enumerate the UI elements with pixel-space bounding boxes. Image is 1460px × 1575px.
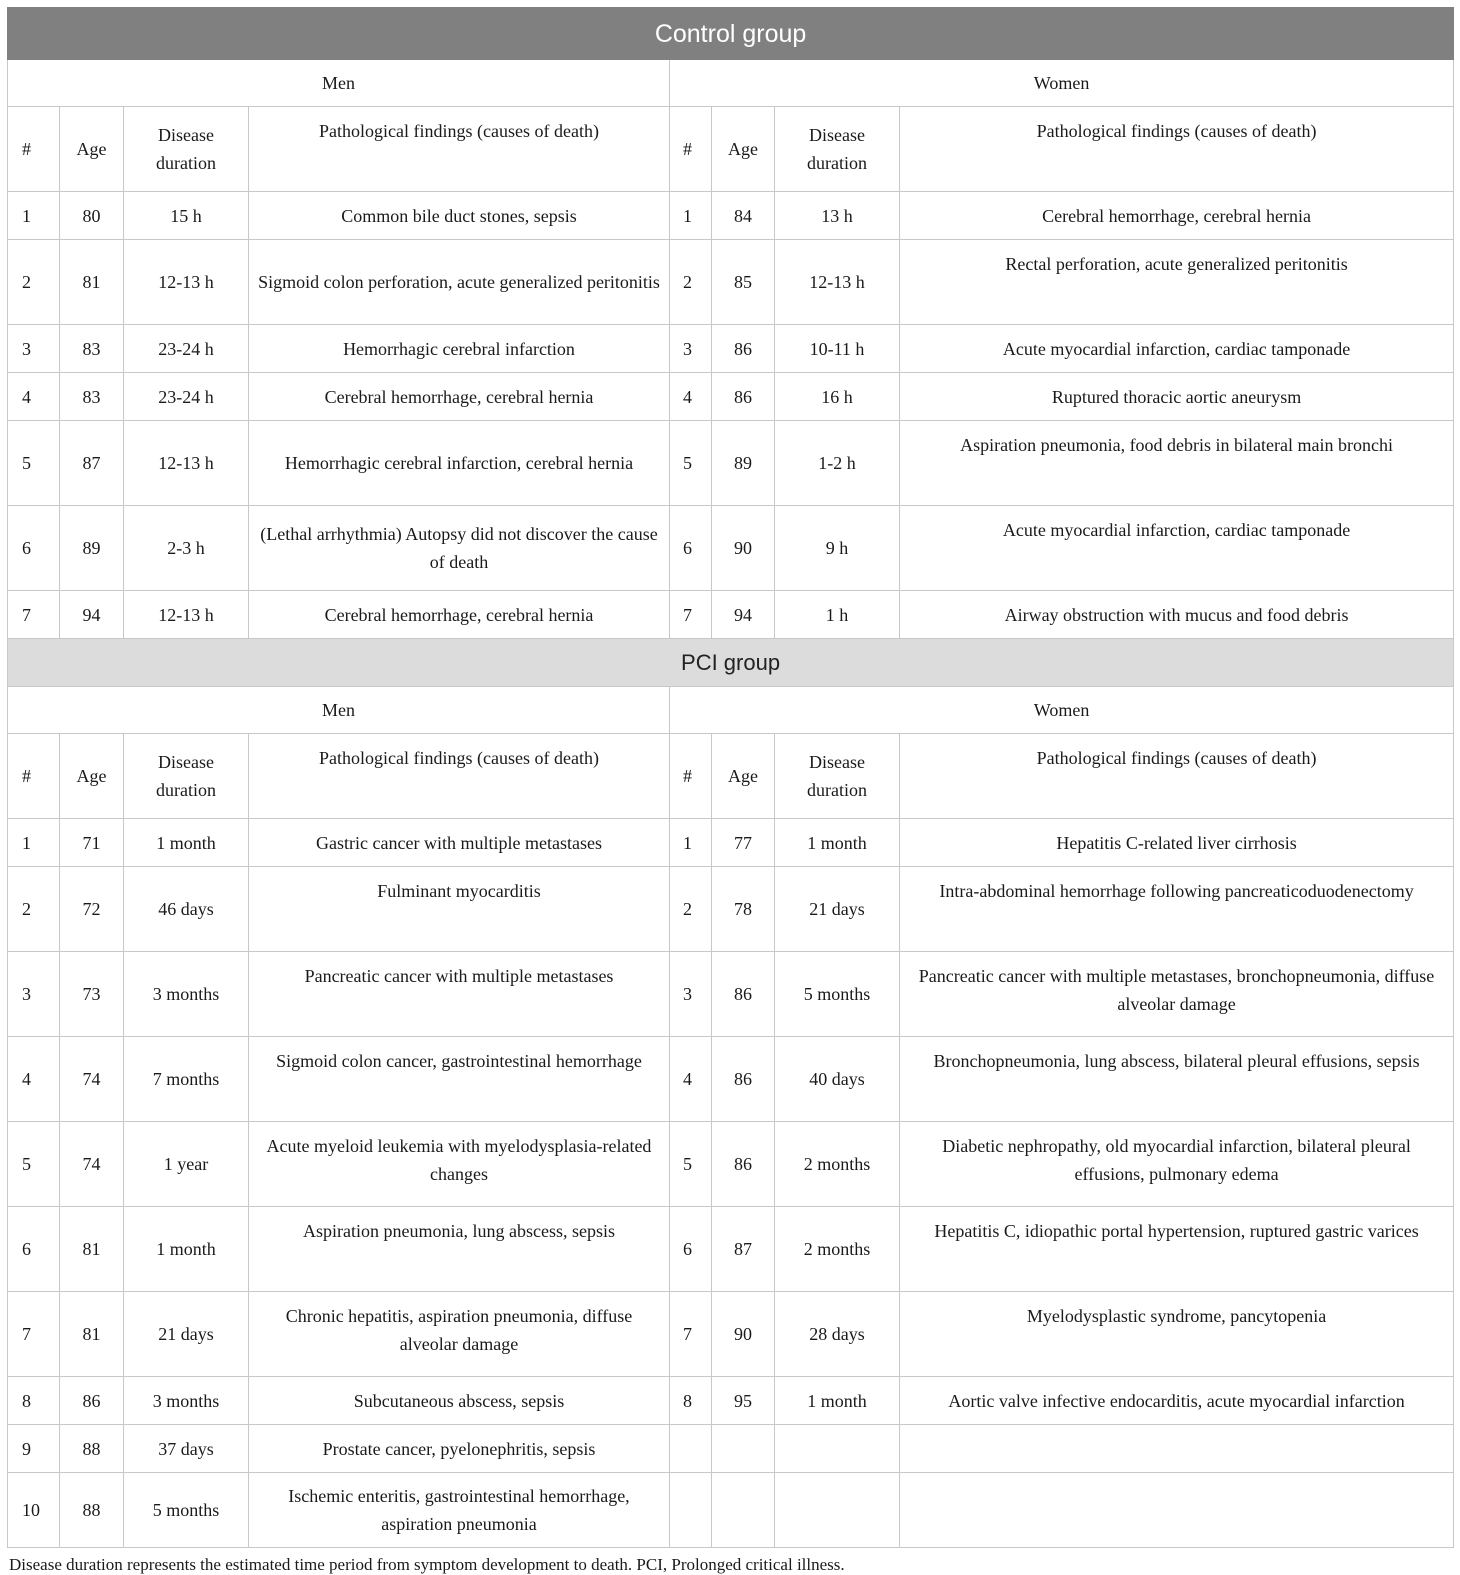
table-row [8, 506, 1454, 591]
men-duration: 46 days [124, 867, 249, 952]
women-num: 6 [670, 1207, 712, 1292]
men-age: 88 [60, 1473, 124, 1548]
men-duration: 7 months [124, 1037, 249, 1122]
men-num: 2 [8, 240, 60, 325]
men-age: 89 [60, 506, 124, 591]
col-header-num: # [670, 107, 712, 192]
table-row [8, 1207, 1454, 1292]
women-num: 1 [670, 819, 712, 867]
men-num: 9 [8, 1425, 60, 1473]
men-duration: 1 year [124, 1122, 249, 1207]
women-age: 84 [712, 192, 775, 240]
table-row [8, 373, 1454, 421]
men-duration: 23-24 h [124, 373, 249, 421]
table-row [8, 192, 1454, 240]
col-header-num: # [8, 734, 60, 819]
men-num: 4 [8, 373, 60, 421]
women-findings [900, 1425, 1454, 1473]
col-header-duration: Disease duration [124, 734, 249, 819]
men-age: 71 [60, 819, 124, 867]
men-duration: 1 month [124, 1207, 249, 1292]
table-row [8, 1425, 1454, 1473]
women-num: 4 [670, 1037, 712, 1122]
col-header-findings: Pathological findings (causes of death) [900, 734, 1454, 819]
col-header-duration: Disease duration [775, 107, 900, 192]
women-age: 78 [712, 867, 775, 952]
table-row [8, 421, 1454, 506]
col-header-findings: Pathological findings (causes of death) [249, 734, 670, 819]
men-findings: Sigmoid colon cancer, gastrointestinal hemorrhage [249, 1037, 670, 1122]
women-age: 94 [712, 591, 775, 639]
men-age: 81 [60, 240, 124, 325]
pci-women-label: Women [670, 687, 1454, 734]
women-duration: 1 month [775, 1377, 900, 1425]
table-row [8, 819, 1454, 867]
women-num: 7 [670, 1292, 712, 1377]
women-age: 90 [712, 1292, 775, 1377]
table-row [8, 1122, 1454, 1207]
women-findings: Acute myocardial infarction, cardiac tamponade [900, 325, 1454, 373]
men-age: 74 [60, 1122, 124, 1207]
women-findings: Cerebral hemorrhage, cerebral hernia [900, 192, 1454, 240]
women-duration: 12-13 h [775, 240, 900, 325]
col-header-duration: Disease duration [775, 734, 900, 819]
women-duration: 28 days [775, 1292, 900, 1377]
women-duration: 16 h [775, 373, 900, 421]
women-duration: 1 month [775, 819, 900, 867]
pci-group-band [8, 639, 1454, 687]
women-findings: Myelodysplastic syndrome, pancytopenia [900, 1292, 1454, 1377]
control-women-label: Women [670, 60, 1454, 107]
women-duration: 1-2 h [775, 421, 900, 506]
men-findings: Prostate cancer, pyelonephritis, sepsis [249, 1425, 670, 1473]
men-findings: Cerebral hemorrhage, cerebral hernia [249, 591, 670, 639]
women-num: 3 [670, 952, 712, 1037]
women-num: 3 [670, 325, 712, 373]
men-findings: Ischemic enteritis, gastrointestinal hemorrhage, aspiration pneumonia [249, 1473, 670, 1548]
men-num: 7 [8, 1292, 60, 1377]
women-age: 86 [712, 1122, 775, 1207]
women-duration: 9 h [775, 506, 900, 591]
women-age [712, 1425, 775, 1473]
table-row [8, 1292, 1454, 1377]
men-duration: 21 days [124, 1292, 249, 1377]
women-findings: Diabetic nephropathy, old myocardial infarction, bilateral pleural effusions, pulmonary edema [900, 1122, 1454, 1207]
col-header-duration: Disease duration [124, 107, 249, 192]
table-row [8, 1473, 1454, 1548]
women-duration: 40 days [775, 1037, 900, 1122]
col-header-num: # [670, 734, 712, 819]
men-age: 86 [60, 1377, 124, 1425]
women-num: 6 [670, 506, 712, 591]
table-row [8, 1377, 1454, 1425]
women-duration: 1 h [775, 591, 900, 639]
women-num [670, 1473, 712, 1548]
table-row [8, 325, 1454, 373]
women-num [670, 1425, 712, 1473]
women-duration: 5 months [775, 952, 900, 1037]
men-num: 8 [8, 1377, 60, 1425]
women-num: 1 [670, 192, 712, 240]
women-duration: 2 months [775, 1122, 900, 1207]
women-age: 86 [712, 1037, 775, 1122]
men-findings: Sigmoid colon perforation, acute generalized peritonitis [249, 240, 670, 325]
men-age: 88 [60, 1425, 124, 1473]
men-age: 83 [60, 373, 124, 421]
women-age: 90 [712, 506, 775, 591]
women-duration: 2 months [775, 1207, 900, 1292]
women-findings: Ruptured thoracic aortic aneurysm [900, 373, 1454, 421]
men-num: 3 [8, 325, 60, 373]
men-duration: 12-13 h [124, 591, 249, 639]
men-duration: 23-24 h [124, 325, 249, 373]
men-duration: 3 months [124, 952, 249, 1037]
women-num: 5 [670, 421, 712, 506]
men-age: 83 [60, 325, 124, 373]
table-row [8, 952, 1454, 1037]
women-findings: Rectal perforation, acute generalized peritonitis [900, 240, 1454, 325]
control-sex-row [8, 60, 1454, 107]
women-duration: 21 days [775, 867, 900, 952]
men-findings: Hemorrhagic cerebral infarction [249, 325, 670, 373]
col-header-age: Age [60, 107, 124, 192]
women-age: 86 [712, 373, 775, 421]
men-age: 87 [60, 421, 124, 506]
control-men-label: Men [8, 60, 670, 107]
women-num: 8 [670, 1377, 712, 1425]
causes-of-death-table [7, 7, 1454, 1548]
women-age [712, 1473, 775, 1548]
men-duration: 37 days [124, 1425, 249, 1473]
men-findings: Subcutaneous abscess, sepsis [249, 1377, 670, 1425]
women-findings: Airway obstruction with mucus and food debris [900, 591, 1454, 639]
men-duration: 5 months [124, 1473, 249, 1548]
men-findings: Aspiration pneumonia, lung abscess, sepsis [249, 1207, 670, 1292]
col-header-findings: Pathological findings (causes of death) [900, 107, 1454, 192]
men-findings: Pancreatic cancer with multiple metastases [249, 952, 670, 1037]
women-age: 77 [712, 819, 775, 867]
col-header-findings: Pathological findings (causes of death) [249, 107, 670, 192]
women-num: 2 [670, 240, 712, 325]
men-age: 81 [60, 1292, 124, 1377]
men-num: 4 [8, 1037, 60, 1122]
women-num: 5 [670, 1122, 712, 1207]
women-findings: Intra-abdominal hemorrhage following pancreaticoduodenectomy [900, 867, 1454, 952]
table-row [8, 867, 1454, 952]
pci-group-title: PCI group [8, 639, 1454, 687]
control-group-band [8, 8, 1454, 60]
men-duration: 1 month [124, 819, 249, 867]
women-duration: 13 h [775, 192, 900, 240]
table-wrapper [7, 7, 1453, 1575]
men-findings: (Lethal arrhythmia) Autopsy did not discover the cause of death [249, 506, 670, 591]
men-num: 1 [8, 192, 60, 240]
men-num: 10 [8, 1473, 60, 1548]
men-duration: 2-3 h [124, 506, 249, 591]
women-findings [900, 1473, 1454, 1548]
men-findings: Acute myeloid leukemia with myelodysplasia-related changes [249, 1122, 670, 1207]
men-num: 5 [8, 1122, 60, 1207]
women-age: 95 [712, 1377, 775, 1425]
men-num: 6 [8, 506, 60, 591]
col-header-num: # [8, 107, 60, 192]
women-num: 7 [670, 591, 712, 639]
col-header-age: Age [712, 734, 775, 819]
men-age: 81 [60, 1207, 124, 1292]
men-duration: 3 months [124, 1377, 249, 1425]
table-row [8, 591, 1454, 639]
men-num: 5 [8, 421, 60, 506]
men-num: 2 [8, 867, 60, 952]
men-findings: Fulminant myocarditis [249, 867, 670, 952]
table-row [8, 1037, 1454, 1122]
women-num: 4 [670, 373, 712, 421]
table-row [8, 240, 1454, 325]
women-findings: Aspiration pneumonia, food debris in bilateral main bronchi [900, 421, 1454, 506]
men-age: 94 [60, 591, 124, 639]
women-findings: Hepatitis C, idiopathic portal hypertension, ruptured gastric varices [900, 1207, 1454, 1292]
men-num: 3 [8, 952, 60, 1037]
men-age: 73 [60, 952, 124, 1037]
control-group-title: Control group [8, 8, 1454, 60]
women-findings: Pancreatic cancer with multiple metastases, bronchopneumonia, diffuse alveolar damage [900, 952, 1454, 1037]
women-num: 2 [670, 867, 712, 952]
men-findings: Common bile duct stones, sepsis [249, 192, 670, 240]
men-duration: 12-13 h [124, 240, 249, 325]
pci-sex-row [8, 687, 1454, 734]
men-findings: Chronic hepatitis, aspiration pneumonia, diffuse alveolar damage [249, 1292, 670, 1377]
women-duration: 10-11 h [775, 325, 900, 373]
women-duration [775, 1425, 900, 1473]
women-findings: Bronchopneumonia, lung abscess, bilateral pleural effusions, sepsis [900, 1037, 1454, 1122]
men-duration: 12-13 h [124, 421, 249, 506]
table-footnote: Disease duration represents the estimated time period from symptom development to death. PCI, Prolonged critical illness. [9, 1555, 845, 1574]
men-duration: 15 h [124, 192, 249, 240]
men-findings: Gastric cancer with multiple metastases [249, 819, 670, 867]
col-header-age: Age [60, 734, 124, 819]
men-age: 72 [60, 867, 124, 952]
women-age: 86 [712, 952, 775, 1037]
women-age: 89 [712, 421, 775, 506]
col-header-age: Age [712, 107, 775, 192]
pci-column-header-row [8, 734, 1454, 819]
women-duration [775, 1473, 900, 1548]
men-num: 1 [8, 819, 60, 867]
men-num: 6 [8, 1207, 60, 1292]
men-age: 80 [60, 192, 124, 240]
men-findings: Cerebral hemorrhage, cerebral hernia [249, 373, 670, 421]
men-num: 7 [8, 591, 60, 639]
men-findings: Hemorrhagic cerebral infarction, cerebral hernia [249, 421, 670, 506]
pci-men-label: Men [8, 687, 670, 734]
women-findings: Aortic valve infective endocarditis, acute myocardial infarction [900, 1377, 1454, 1425]
women-age: 85 [712, 240, 775, 325]
women-age: 87 [712, 1207, 775, 1292]
women-age: 86 [712, 325, 775, 373]
women-findings: Acute myocardial infarction, cardiac tamponade [900, 506, 1454, 591]
women-findings: Hepatitis C-related liver cirrhosis [900, 819, 1454, 867]
men-age: 74 [60, 1037, 124, 1122]
control-column-header-row [8, 107, 1454, 192]
